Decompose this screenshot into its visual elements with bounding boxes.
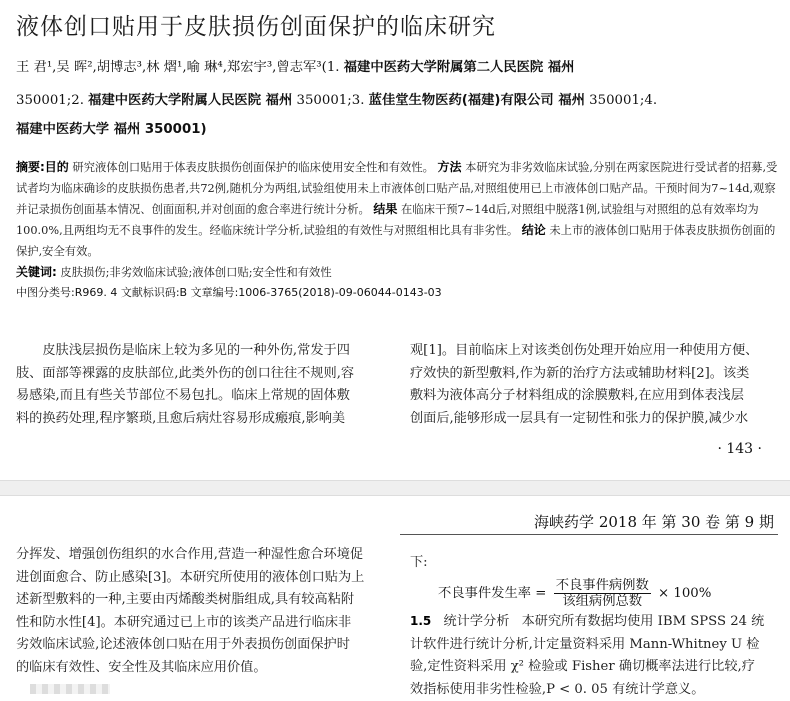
abstract (16, 157, 780, 262)
section-title: 统计学分析 (443, 614, 509, 629)
paragraph-line: 皮肤浅层损伤是临床上较为多见的一种外伤,常发于四 (16, 340, 386, 363)
paragraph-line: 分挥发、增强创伤组织的水合作用,营造一种湿性愈合环境促 (16, 544, 386, 567)
affiliation-2: 福建中医药大学附属人民医院 福州 (88, 93, 292, 108)
page-divider (0, 480, 790, 496)
abstract-purpose: 研究液体创口贴用于体表皮肤损伤创面保护的临床使用安全性和有效性。 (72, 161, 434, 174)
paragraph-line: 观[1]。目前临床上对该类创伤处理开始应用一种使用方便、 (410, 340, 780, 363)
affiliation-1: 福建中医药大学附属第二人民医院 福州 (344, 60, 575, 75)
postcode-2: 350001;3. (297, 93, 365, 108)
article-title: 液体创口贴用于皮肤损伤创面保护的临床研究 (16, 8, 496, 41)
formula-denominator: 该组病例总数 (554, 594, 651, 609)
abstract-method: 本研究为非劣效临床试验,分别在两家医院进行受试者的招募,受试者均为临床确诊的皮肤损伤患者,共72例,随机分为两组,试验组使用未上市液体创口贴产品,对照组使用已上市液体创口贴产品。干预时间为7~14d,观察并记录损伤创面基本情况、创面面积,并对创面的愈合率进行统计分析。 (16, 161, 777, 216)
paragraph-line: 易感染,而且有些关节部位不易包扎。临床上常规的固体敷 (16, 385, 386, 408)
section-number: 1.5 (410, 614, 431, 628)
postcode-1: 350001;2. (16, 93, 84, 108)
keywords-text: 皮肤损伤;非劣效临床试验;液体创口贴;安全性和有效性 (60, 266, 331, 279)
formula-numerator: 不良事件病例数 (554, 578, 651, 594)
paragraph-line: 创面后,能够形成一层具有一定韧性和张力的保护膜,减少水 (410, 408, 780, 431)
classification-line: 中图分类号:R969. 4 文献标识码:B 文章编号:1006-3765(2018)-09-06044-0143-03 (16, 284, 442, 300)
abstract-label-conclusion: 结论 (522, 223, 546, 237)
paragraph-line: 劣效临床试验,论述液体创口贴在用于外表损伤创面保护时 (16, 634, 386, 657)
body-left-bottom (16, 544, 386, 679)
abstract-label-purpose: 摘要:目的 (16, 160, 69, 174)
paragraph-line: 的临床有效性、安全性及其临床应用价值。 (16, 657, 386, 680)
abstract-result: 在临床干预7~14d后,对照组中脱落1例,试验组与对照组的总有效率均为100.0%,且两组均无不良事件的发生。经临床统计学分析,试验组的有效性与对照组相比具有非劣性。 (16, 203, 759, 237)
header-rule (400, 534, 778, 535)
paragraph-line: 计软件进行统计分析,计定量资料采用 Mann-Whitney U 检 (410, 634, 780, 657)
affiliation-line-2 (16, 89, 657, 108)
blurred-watermark (30, 684, 110, 694)
paragraph-line: 敷料为液体高分子材料组成的涂膜敷料,在应用到体表浅层 (410, 385, 780, 408)
abstract-label-result: 结果 (373, 202, 397, 216)
keywords (16, 262, 780, 283)
paragraph-line: 性和防水性[4]。本研究通过已上市的该类产品进行临床非 (16, 612, 386, 635)
right-bottom-intro: 下: (410, 552, 780, 575)
keywords-label: 关键词: (16, 265, 57, 279)
body-left-top (16, 340, 386, 430)
paragraph-line: 验,定性资料采用 χ² 检验或 Fisher 确切概率法进行比较,疗 (410, 656, 780, 679)
paragraph-line: 料的换药处理,程序繁琐,且愈后病灶容易形成瘢痕,影响美 (16, 408, 386, 431)
paragraph-line: 本研究所有数据均使用 IBM SPSS 24 统 (522, 614, 765, 629)
formula (438, 578, 711, 609)
paragraph-line: 肢、面部等裸露的皮肤部位,此类外伤的创口往往不规则,容 (16, 363, 386, 386)
paragraph-line: 效指标使用非劣性检验,P < 0. 05 有统计学意义。 (410, 679, 780, 701)
abstract-label-method: 方法 (438, 160, 462, 174)
paragraph-line: 进创面愈合、防止感染[3]。本研究所使用的液体创口贴为上 (16, 567, 386, 590)
body-right-bottom (410, 610, 780, 701)
formula-fraction (554, 578, 651, 609)
authors: 王 君¹,吴 晖²,胡博志³,林 熠¹,喻 琳⁴,郑宏宇³,曾志军³(1. (16, 60, 340, 75)
abstract-conclusion: 未上市的液体创口贴用于体表皮肤损伤创面的保护,安全有效。 (16, 224, 775, 258)
paragraph-line: 述新型敷料的一种,主要由丙烯酸类树脂组成,具有较高粘附 (16, 589, 386, 612)
affiliation-3: 蓝佳堂生物医药(福建)有限公司 福州 (369, 93, 585, 108)
affiliation-4: 福建中医药大学 福州 350001) (16, 118, 207, 137)
body-right-top (410, 340, 780, 430)
formula-rhs: × 100% (658, 586, 711, 601)
page-number: · 143 · (717, 441, 762, 457)
formula-lhs: 不良事件发生率 = (438, 586, 546, 601)
authors-line (16, 56, 574, 75)
paragraph-line: 疗效快的新型敷料,作为新的治疗方法或辅助材料[2]。该类 (410, 363, 780, 386)
journal-header: 海峡药学 2018 年 第 30 卷 第 9 期 (534, 511, 774, 532)
section-heading-line (410, 610, 780, 634)
postcode-3: 350001;4. (589, 93, 657, 108)
